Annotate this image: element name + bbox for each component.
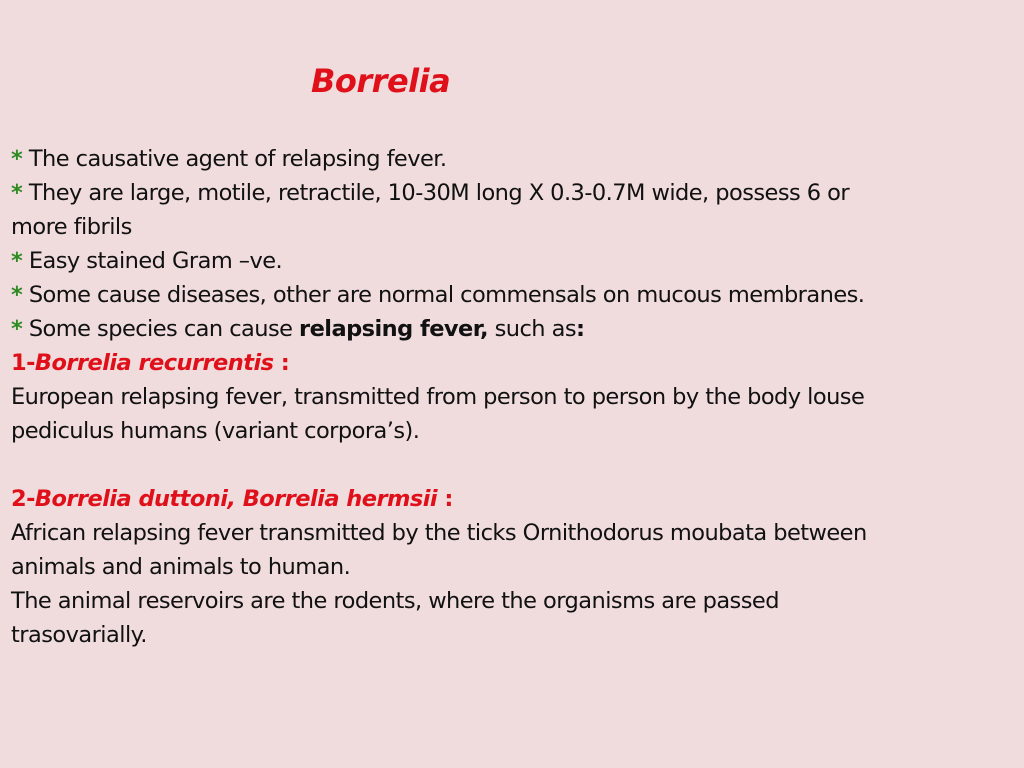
species-1-name: Borrelia recurrentis [34, 350, 281, 376]
slide-body [11, 142, 1016, 652]
spacer [11, 448, 1016, 482]
species-2-desc-line4: trasovarially. [11, 622, 147, 648]
bullet-text-bold: relapsing fever, [299, 316, 488, 342]
bullet-text: Some cause diseases, other are normal commensals on mucous membranes. [28, 282, 865, 308]
bullet-text: Easy stained Gram –ve. [28, 248, 283, 274]
species-1-heading [11, 346, 1016, 380]
bullet-text: They are large, motile, retractile, 10-30M long X 0.3-0.7M wide, possess 6 or [28, 180, 850, 206]
bullet-text-post: such as [487, 316, 577, 342]
species-1-desc-line1: European relapsing fever, transmitted from person to person by the body louse [11, 384, 865, 410]
bullet-asterisk-icon: * [11, 146, 23, 172]
bullet-asterisk-icon: * [11, 316, 23, 342]
bullet-text-pre: Some species can cause [28, 316, 300, 342]
bullet-causative-agent [11, 142, 1016, 176]
species-1-desc-line2: pediculus humans (variant corpora’s). [11, 418, 420, 444]
species-2-desc-line1: African relapsing fever transmitted by the ticks Ornithodorus moubata between [11, 520, 867, 546]
bullet-text: The causative agent of relapsing fever. [28, 146, 447, 172]
species-2-name: Borrelia duttoni, Borrelia hermsii [34, 486, 445, 512]
species-2-desc-line3: The animal reservoirs are the rodents, where the organisms are passed [11, 588, 779, 614]
bullet-commensals [11, 278, 1016, 312]
bullet-species [11, 312, 1016, 346]
slide-title: Borrelia [311, 62, 451, 100]
species-2-heading [11, 482, 1016, 516]
species-2-desc-line2: animals and animals to human. [11, 554, 351, 580]
bullet-asterisk-icon: * [11, 282, 23, 308]
bullet-morphology [11, 176, 1016, 210]
bullet-asterisk-icon: * [11, 180, 23, 206]
bullet-gram-stain [11, 244, 1016, 278]
bullet-morphology-cont: more fibrils [11, 214, 132, 240]
bullet-colon: : [576, 316, 585, 342]
species-2-colon: : [444, 486, 453, 512]
species-1-colon: : [280, 350, 290, 376]
species-2-number: 2- [11, 486, 35, 512]
bullet-asterisk-icon: * [11, 248, 23, 274]
species-1-number: 1- [11, 350, 35, 376]
